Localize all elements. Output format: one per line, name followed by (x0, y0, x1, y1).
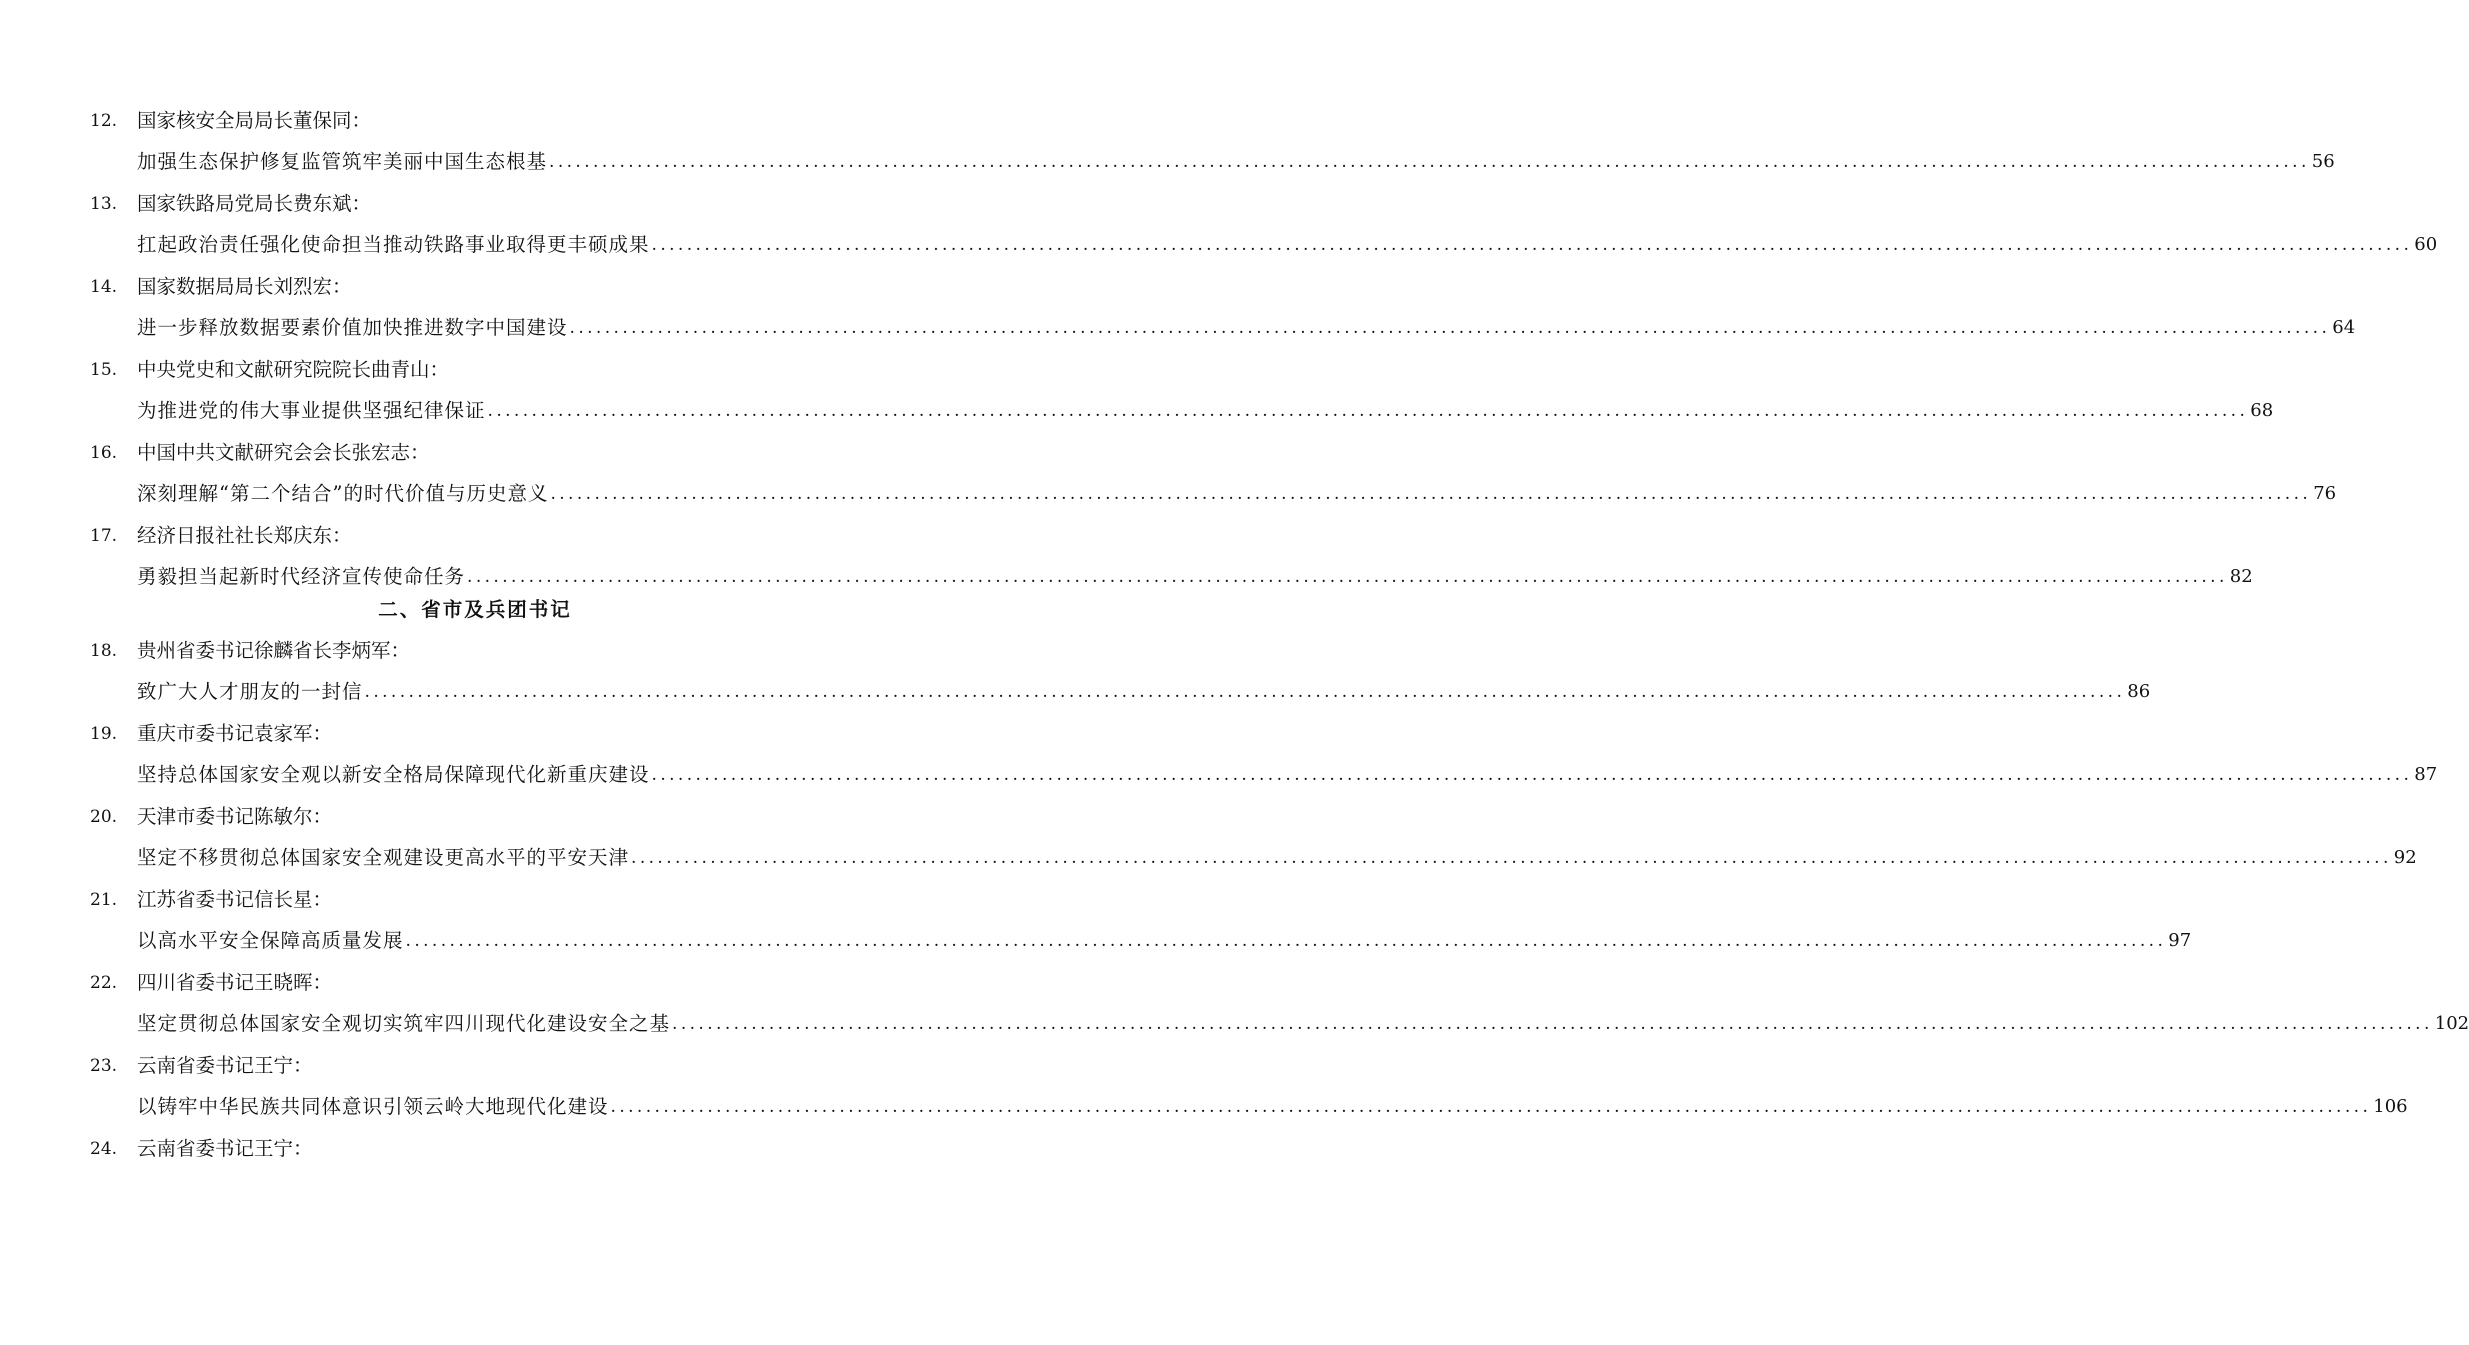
entry-author-line (90, 1128, 860, 1169)
dot-leader: ........................................................................................................................................................................................................ (549, 152, 2310, 172)
dot-leader: ........................................................................................................................................................................................................ (651, 765, 2413, 785)
entry-author: 重庆市委书记袁家军： (137, 721, 333, 745)
toc-entry[interactable] (90, 1128, 860, 1169)
entry-author: 江苏省委书记信长星： (137, 887, 333, 911)
entry-author-line (90, 100, 860, 141)
entry-author: 云南省委书记王宁： (137, 1053, 313, 1077)
entry-title-line (90, 920, 2192, 962)
entry-title: 加强生态保护修复监管筑牢美丽中国生态根基 (137, 150, 548, 173)
entry-number: 20. (90, 806, 118, 827)
entry-author-line (90, 962, 860, 1003)
entry-author-line (90, 1045, 860, 1086)
entry-page-number: 97 (2168, 930, 2192, 951)
entry-page-number: 60 (2414, 234, 2438, 255)
entry-title-line (90, 671, 2151, 713)
dot-leader: ........................................................................................................................................................................................................ (364, 682, 2126, 702)
entry-title-line (90, 141, 2335, 183)
entry-number: 19. (90, 723, 118, 744)
entry-page-number: 106 (2373, 1096, 2408, 1117)
section-heading: 二、省市及兵团书记 (378, 598, 572, 621)
entry-author-line (90, 183, 860, 224)
entry-title: 深刻理解“第二个结合”的时代价值与历史意义 (137, 482, 549, 505)
entry-title: 以铸牢中华民族共同体意识引领云岭大地现代化建设 (137, 1095, 609, 1118)
dot-leader: ........................................................................................................................................................................................................ (569, 318, 2331, 338)
toc-entry[interactable] (90, 1045, 2408, 1128)
entry-title: 以高水平安全保障高质量发展 (137, 929, 404, 952)
toc-entry[interactable] (90, 266, 2356, 349)
entry-page-number: 68 (2250, 400, 2274, 421)
entry-title-line (90, 837, 2417, 879)
toc-entry[interactable] (90, 100, 2335, 183)
entry-author-line (90, 713, 860, 754)
entry-page-number: 82 (2229, 566, 2253, 587)
entry-title: 勇毅担当起新时代经济宣传使命任务 (137, 565, 466, 588)
entry-author-line (90, 432, 860, 473)
entry-author: 四川省委书记王晓晖： (137, 970, 333, 994)
entry-title: 进一步释放数据要素价值加快推进数字中国建设 (137, 316, 568, 339)
dot-leader: ........................................................................................................................................................................................................ (467, 567, 2228, 587)
toc-entry[interactable] (90, 962, 2469, 1045)
toc-entry[interactable] (90, 630, 2151, 713)
entry-number: 24. (90, 1138, 118, 1159)
entry-page-number: 64 (2332, 317, 2356, 338)
entry-author: 国家核安全局局长董保同： (137, 108, 372, 132)
table-of-contents (90, 100, 2469, 1169)
toc-entry[interactable] (90, 796, 2417, 879)
entry-number: 21. (90, 889, 118, 910)
entry-title: 坚持总体国家安全观以新安全格局保障现代化新重庆建设 (137, 763, 650, 786)
entry-title-line (90, 1086, 2408, 1128)
entry-number: 16. (90, 442, 118, 463)
entry-author: 天津市委书记陈敏尔： (137, 804, 333, 828)
toc-entry[interactable] (90, 713, 2438, 796)
entry-title-line (90, 224, 2438, 266)
entry-page-number: 87 (2414, 764, 2438, 785)
entry-author: 国家数据局局长刘烈宏： (137, 274, 352, 298)
entry-title: 坚定贯彻总体国家安全观切实筑牢四川现代化建设安全之基 (137, 1012, 671, 1035)
entry-page-number: 86 (2127, 681, 2151, 702)
entry-author: 国家铁路局党局长费东斌： (137, 191, 372, 215)
entry-page-number: 76 (2313, 483, 2337, 504)
entry-number: 14. (90, 276, 118, 297)
entry-author: 中国中共文献研究会会长张宏志： (137, 440, 430, 464)
entry-title-line (90, 556, 2253, 598)
entry-author: 云南省委书记王宁： (137, 1136, 313, 1160)
entry-title: 扛起政治责任强化使命担当推动铁路事业取得更丰硕成果 (137, 233, 650, 256)
toc-entry[interactable] (90, 183, 2438, 266)
entry-title: 为推进党的伟大事业提供坚强纪律保证 (137, 399, 486, 422)
dot-leader: ........................................................................................................................................................................................................ (550, 484, 2312, 504)
entry-author: 中央党史和文献研究院院长曲青山： (137, 357, 450, 381)
entry-number: 22. (90, 972, 118, 993)
toc-entry[interactable] (90, 515, 2253, 598)
entry-number: 12. (90, 110, 118, 131)
entry-page-number: 102 (2434, 1013, 2469, 1034)
entry-author-line (90, 879, 860, 920)
entry-title-line (90, 1003, 2469, 1045)
entry-number: 13. (90, 193, 118, 214)
entry-author-line (90, 515, 860, 556)
entry-author-line (90, 266, 860, 307)
entry-author: 经济日报社社长郑庆东： (137, 523, 352, 547)
entry-title: 致广大人才朋友的一封信 (137, 680, 363, 703)
entry-number: 23. (90, 1055, 118, 1076)
entry-author-line (90, 630, 860, 671)
entry-title: 坚定不移贯彻总体国家安全观建设更高水平的平安天津 (137, 846, 630, 869)
toc-entry[interactable] (90, 349, 2274, 432)
dot-leader: ........................................................................................................................................................................................................ (405, 931, 2167, 951)
entry-author-line (90, 349, 860, 390)
entry-number: 17. (90, 525, 118, 546)
dot-leader: ........................................................................................................................................................................................................ (651, 235, 2413, 255)
dot-leader: ........................................................................................................................................................................................................ (672, 1014, 2433, 1034)
dot-leader: ........................................................................................................................................................................................................ (487, 401, 2249, 421)
entry-page-number: 92 (2393, 847, 2417, 868)
dot-leader: ........................................................................................................................................................................................................ (610, 1097, 2372, 1117)
entry-author: 贵州省委书记徐麟省长李炳军： (137, 638, 411, 662)
toc-entry[interactable] (90, 432, 2337, 515)
entry-author-line (90, 796, 860, 837)
entry-number: 15. (90, 359, 118, 380)
entry-number: 18. (90, 640, 118, 661)
entry-title-line (90, 754, 2438, 796)
entry-title-line (90, 307, 2356, 349)
entry-page-number: 56 (2311, 151, 2335, 172)
dot-leader: ........................................................................................................................................................................................................ (631, 848, 2392, 868)
toc-entry[interactable] (90, 879, 2192, 962)
entry-title-line (90, 473, 2337, 515)
entry-title-line (90, 390, 2274, 432)
